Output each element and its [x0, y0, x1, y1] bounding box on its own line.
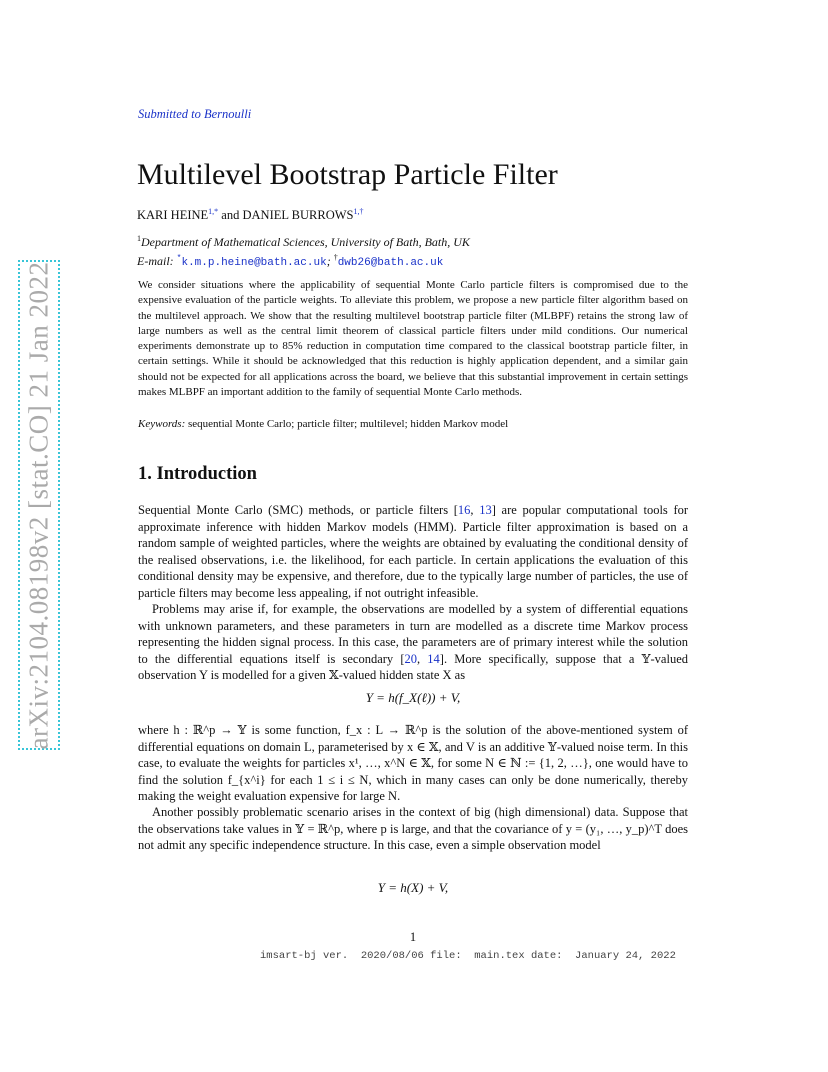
citation-separator: ,: [470, 503, 480, 517]
keywords: [138, 418, 688, 430]
para-1-text-b: ] are popular computational tools for approximate inference with hidden Markov models (HMM). Particle filter approximation is based on a random sample of weighted particles, where the weights are obtained by evaluating the conditional density of the realised observations, i.e. the likelihood, for each particle. In certain applications the evaluation of this conditional density may be expensive, and therefore, due to the typically large number of particles, the use of particle filters may become less appealing, if not outright infeasible.: [138, 503, 689, 600]
email-2-link[interactable]: dwb26@bath.ac.uk: [337, 257, 444, 269]
citation-link[interactable]: 14: [427, 651, 440, 666]
arxiv-stamp-text: arXiv:2104.08198v2 [stat.CO] 21 Jan 2022: [23, 261, 54, 749]
author-conjunction: and: [218, 208, 243, 223]
page-number: 1: [409, 930, 417, 944]
email-1-mark: *: [176, 254, 182, 263]
paragraph-1: [138, 502, 688, 602]
paragraph-3: where h : ℝ^p → 𝕐 is some function, f_x : L → ℝ^p is the solution of the above-mentioned system of differential equations on domain L, parameterised by x ∈ 𝕏, and V is an additive 𝕐-valued noise term. In this case, to evaluate the weights for particles x¹, …, x^N ∈ 𝕏, for some N ∈ ℕ := {1, 2, …}, one would have to find the solution f_{x^i} for each 1 ≤ i ≤ N, which in many cases can only be done numerically, thereby making the weight evaluation expensive for large N.: [138, 723, 688, 804]
citation-separator: ,: [416, 651, 428, 666]
author-2: DANIEL BURROWS: [242, 208, 354, 223]
author-2-affil[interactable]: 1,†: [353, 207, 364, 216]
paragraph-4: Another possibly problematic scenario arises in the context of big (high dimensional) data. Suppose that the observations take values in 𝕐 = ℝ^p, where p is large, and that the covariance of y = (y₁, …, y_p)^T does not admit any specific independence structure. In this case, even a simple observation model: [138, 805, 688, 853]
keywords-label: Keywords:: [138, 418, 186, 430]
equation-1: Y = h(f_X(ℓ)) + V,: [365, 690, 461, 705]
paragraph-2: [138, 601, 688, 684]
affil-number: 1: [137, 234, 141, 243]
arxiv-stamp: [18, 260, 60, 750]
email-1-link[interactable]: k.m.p.heine@bath.ac.uk: [181, 257, 327, 269]
citation-link[interactable]: 20: [404, 651, 417, 666]
section-heading: 1. Introduction: [138, 464, 257, 484]
para-2-text-b: ]. More specifically, suppose that a 𝕐-valued observation Y is modelled for a given 𝕏-valued hidden state X as: [138, 651, 689, 683]
para-2-text-a: Problems may arise if, for example, the observations are modelled by a system of differential equations with unknown parameters, and these parameters in turn are modelled as a discrete time Markov process representing the hidden signal process. In this case, the parameters are of primary interest while the solution to the differential equations itself is secondary [: [138, 602, 688, 666]
affil-text: Department of Mathematical Sciences, University of Bath, Bath, UK: [141, 235, 470, 249]
citation-link[interactable]: 13: [479, 503, 492, 517]
author-1: KARI HEINE: [137, 208, 209, 223]
email-2-mark: †: [333, 253, 338, 262]
author-line: [137, 207, 363, 223]
email-label: E-mail:: [137, 254, 177, 268]
para-1-text-a: Sequential Monte Carlo (SMC) methods, or particle filters [: [138, 503, 458, 517]
author-1-affil[interactable]: 1,*: [208, 207, 219, 216]
equation-2: Y = h(X) + V,: [377, 880, 449, 895]
abstract: We consider situations where the applicability of sequential Monte Carlo particle filters is compromised due to the expensive evaluation of the particle weights. To alleviate this problem, we propose a new particle filter algorithm based on the multilevel approach. We show that the resulting multilevel bootstrap particle filter (MLBPF) retains the strong law of large numbers as well as the central limit theorem of classical particle filters under mild conditions. Our numerical experiments demonstrate up to 85% reduction in computation time compared to the classical bootstrap particle filter, in certain settings. While it should be acknowledged that this reduction is highly application dependent, and a similar gain should not be expected for all applications across the board, we believe that this substantial improvement in certain settings makes MLBPF an important addition to the family of sequential Monte Carlo methods.: [138, 279, 688, 399]
affiliation-block: $^1$Department of Mathematical Sciences, University of Bath, Bath, UK E-mail: *k.m.p.heine@bath.ac.uk; †dwb26@bath.ac.uk: [137, 234, 470, 269]
footer-text: imsart-bj ver. 2020/08/06 file: main.tex date: January 24, 2022: [260, 950, 676, 962]
keywords-text: sequential Monte Carlo; particle filter; multilevel; hidden Markov model: [185, 418, 509, 430]
citation-link[interactable]: 16: [457, 503, 471, 517]
paper-title: Multilevel Bootstrap Particle Filter: [137, 158, 558, 191]
journal-link[interactable]: Submitted to Bernoulli: [138, 107, 252, 121]
